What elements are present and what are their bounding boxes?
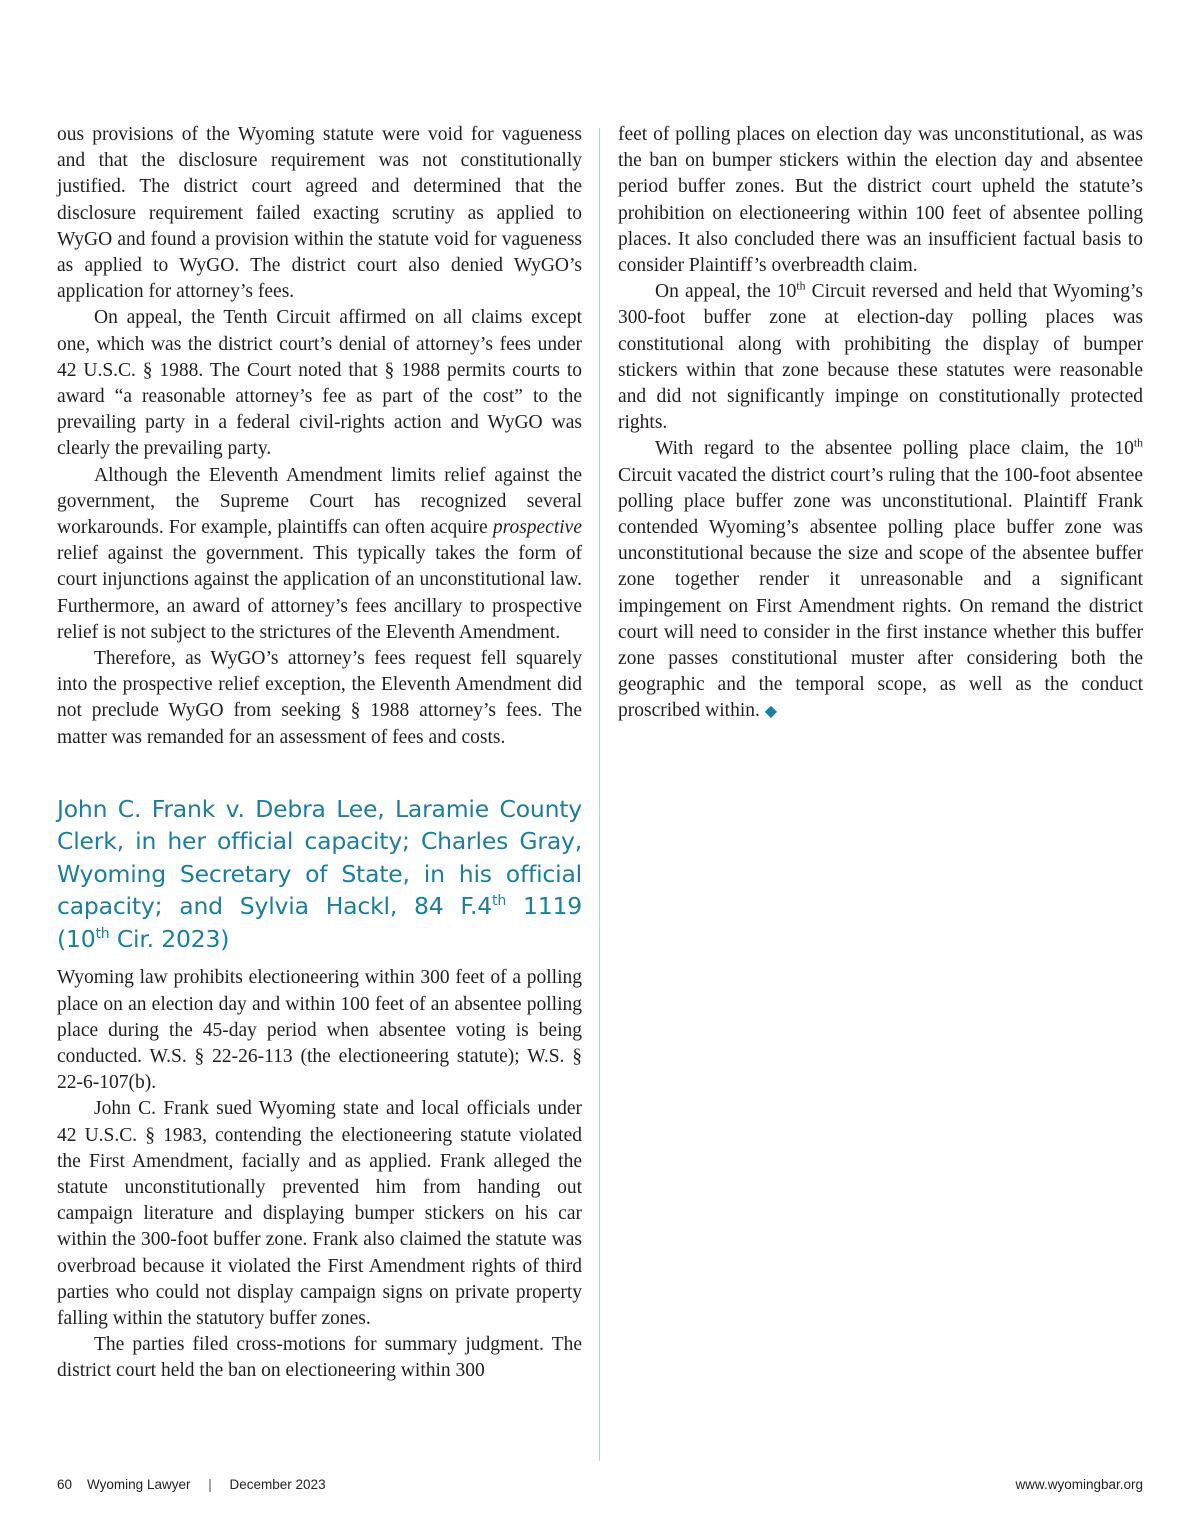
paragraph: ous provisions of the Wyoming statute were void for vagueness and that the disclosure requirement was not constitutionally justified. The district court agreed and determined that the disclosure requirement failed exacting scrutiny as applied to WyGO and found a provision within the statute void for vagueness as applied to WyGO. The district court also denied WyGO’s application for attorney’s fees.	[57, 124, 582, 303]
emphasis-text: prospective	[492, 517, 582, 539]
paragraph-text: relief against the government. This typically takes the form of court injunctions against the application of an unconstitutional law. Furthermore, an award of attorney’s fees ancillary to prospective relief is not subject to the strictures of the Eleventh Amendment.	[57, 543, 582, 643]
paragraph: On appeal, the Tenth Circuit affirmed on all claims except one, which was the district court’s denial of attorney’s fees under 42 U.S.C. § 1988. The Court noted that § 1988 permits courts to award “a reasonable attorney’s fee as part of the cost” to the prevailing party in a federal civil-rights action and WyGO was clearly the prevailing party.	[57, 307, 582, 460]
issue-date: December 2023	[229, 1477, 326, 1492]
footer-left	[57, 1477, 326, 1492]
right-column	[618, 122, 1143, 726]
left-column	[57, 122, 582, 1385]
paragraph	[618, 436, 1143, 725]
paragraph-text: On appeal, the 10	[655, 281, 797, 303]
column-divider	[599, 128, 600, 1461]
heading-text: 1119 (10	[57, 892, 582, 953]
paragraph-text: Circuit vacated the district court’s ruling that the 100-foot absentee polling place buffer zone was unconstitutional. Plaintiff Frank contended Wyoming’s absentee polling place buffer zone was unconstitutional because the size and scope of the absentee buffer zone together render it unreasonable and a significant impingement on First Amendment rights. On remand the district court will need to consider in the first instance whether this buffer zone passes constitutional muster after considering both the geographic and the temporal scope, as well as the conduct proscribed within.	[618, 464, 1143, 722]
heading-text: John C. Frank v. Debra Lee, Laramie County Clerk, in her official capacity; Charles Gray, Wyoming Secretary of State, in his official capacity; and Sylvia Hackl, 84 F.4	[57, 794, 582, 921]
paragraph: The parties filed cross-motions for summary judgment. The district court held the ban on electioneering within 300	[57, 1334, 582, 1382]
page-number: 60	[57, 1477, 73, 1492]
website-link[interactable]: www.wyomingbar.org	[1015, 1477, 1143, 1492]
paragraph-text: Circuit reversed and held that Wyoming’s 300-foot buffer zone at election-day polling places was constitutional along with prohibiting the display of bumper stickers within that zone because these statutes were reasonable and did not significantly impinge on constitutionally protected rights.	[618, 281, 1143, 434]
paragraph-text: Although the Eleventh Amendment limits relief against the government, the Supreme Court has recognized several workarounds. For example, plaintiffs can often acquire	[57, 464, 582, 539]
heading-text: Cir. 2023)	[109, 924, 230, 953]
end-mark-icon: ◆	[764, 703, 778, 721]
paragraph: John C. Frank sued Wyoming state and local officials under 42 U.S.C. § 1983, contending the electioneering statute violated the First Amendment, facially and as applied. Frank alleged the statute unconstitutionally prevented him from handing out campaign literature and displaying bumper stickers on his car within the 300-foot buffer zone. Frank also claimed the statute was overbroad because it violated the First Amendment rights of third parties who could not display campaign signs on private property falling within the statutory buffer zones.	[57, 1098, 582, 1330]
superscript: th	[1133, 436, 1143, 450]
paragraph: feet of polling places on election day was unconstitutional, as was the ban on bumper stickers within the election day and absentee period buffer zones. But the district court upheld the statute’s prohibition on electioneering within 100 feet of absentee polling places. It also concluded there was an insufficient factual basis to consider Plaintiff’s overbreadth claim.	[618, 124, 1143, 277]
publication-name: Wyoming Lawyer	[87, 1477, 191, 1492]
paragraph-text: With regard to the absentee polling place claim, the 10	[655, 438, 1134, 460]
footer-separator: |	[208, 1477, 212, 1492]
paragraph: Wyoming law prohibits electioneering within 300 feet of a polling place on an election day and within 100 feet of an absentee polling place during the 45-day period when absentee voting is being conducted. W.S. § 22-26-113 (the electioneering statute); W.S. § 22-6-107(b).	[57, 967, 582, 1094]
superscript: th	[95, 926, 110, 943]
paragraph	[618, 279, 1143, 436]
superscript: th	[796, 279, 806, 293]
paragraph: Therefore, as WyGO’s attorney’s fees request fell squarely into the prospective relief exception, the Eleventh Amendment did not preclude WyGO from seeking § 1988 attorney’s fees. The matter was remanded for an assessment of fees and costs.	[57, 648, 582, 748]
paragraph	[57, 463, 582, 646]
superscript: th	[492, 893, 507, 910]
case-heading	[57, 793, 582, 956]
